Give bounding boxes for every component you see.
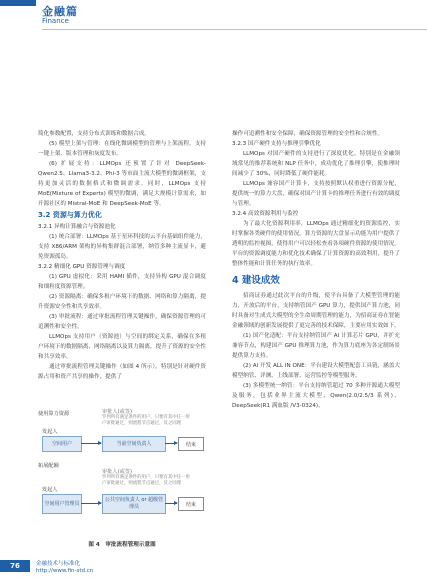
- paragraph: (3) 审批流程：通过审批流程管理关键操作，确保资源管理的可追溯性和安全性。: [38, 314, 206, 330]
- paragraph: LLMOps 对国产硬件的支持进行了深度优化。特别是在金融领域常见的推荐系统和 NLP 任务中，成功优化了推理引擎，使推理时间减少了 30%，同时降低了硬件能耗。: [232, 151, 400, 177]
- approver-note: 罗列所有满足条件的用户，只要有其中任一用户审批通过，则流程节点通过，反之同理: [102, 415, 190, 426]
- paragraph: (1) 国产化适配：平台支持纳管国产 AI 计算芯片 GPU，并扩充兼容节点，构建国产 GPU 推理算力池，作为算力底座为各定制场景提供算力支持。: [232, 333, 400, 359]
- initiator-label: 发起人: [42, 429, 58, 435]
- paragraph: 操作可追溯性和安全保障，确保资源管理的安全性和合规性。: [232, 131, 384, 137]
- left-column: [38, 129, 206, 382]
- approver-label: 审批人(或签): [102, 409, 132, 415]
- space-admin-box: 空间用户管理员: [42, 494, 82, 514]
- approval-flow-figure: [38, 410, 206, 535]
- figure-caption: 图 4 审批流程管理示意图: [88, 542, 156, 548]
- heading-4: 4 建设成效: [232, 275, 280, 286]
- paragraph: (3) 多模型统一纳管：平台支持纳管超过 70 多种开源通大模型及服务，包括业界主流大模型，Qwen(2.0/2.5/3 系列)、DeepSeek(R1 满血版 /V3-0324)、: [232, 383, 400, 409]
- paragraph: LLMOps 兼容国产计算卡，支持按照默认权重进行资源分配，提供统一的算力大盘，确保对国产计算卡的推理任务进行有效的调度与管理。: [232, 181, 400, 207]
- approver-note: 罗列所有满足条件的用户，只要有其中任一用户审批通过，则流程节点通过，反之同理: [102, 475, 190, 486]
- paragraph: 简化参数配置，支持分布式训练和数据合成。: [38, 131, 150, 137]
- end-node: 结束: [178, 497, 204, 511]
- journal-name: 金融技术与标准化: [36, 561, 81, 567]
- end-node: 结束: [178, 437, 204, 451]
- heading-3-2-1: 3.2.1 异构计算融合与资源池化: [38, 224, 116, 230]
- use-compute-label: 使用算力资源: [38, 411, 70, 417]
- flow-arrow: [81, 443, 101, 444]
- paragraph: (6) 扩展支持：LLMOps 还预置了针对 DeepSeek-Qwen2.5、Llama3-3.2、Phi-3 等市面主流大模型的微调框架，支持更加灵活的数据格式和微调需求。同时，LLMOps 支持 MoE(Mixture of Experts) 模型的微调，满足大规模计算需求，如开源社区的 Mistral-MoE 和 DeepSeek-MoE 等。: [38, 161, 206, 207]
- flow-arrow: [81, 503, 101, 504]
- paragraph: 为了最大化资源利用率，LLMOps 通过精细化的资源监控，实时掌握各类硬件的使用情况。算力资源的大盘显示功能为用户提供了透明的监控视图，使得用户可以轻松查看各项硬件资源的使用情况。平台的资源调度能力和优化技术确保了计算资源的高效利用，提升了整体性能和计算任务的执行效率。: [232, 221, 400, 267]
- flow-arrow: [165, 443, 177, 444]
- initiator-label: 发起人: [42, 487, 58, 493]
- flow-arrow: [165, 503, 177, 504]
- blank-area: [0, 36, 427, 121]
- paragraph: (2) 资源隔离：确保多租户环境下的数据、网络和算力隔离，提升资源安全性和共享效率。: [38, 294, 206, 310]
- heading-3-2: 3.2 资源与算力优化: [38, 211, 102, 219]
- public-space-admin-box: 公共空间负责人 or 超级管理员: [102, 494, 166, 514]
- right-column: [232, 129, 400, 411]
- paragraph: (1) 统合部署：LLMOps 基于星环科技的云平台基础组件能力，支持 X86/ARM 架构的异构集群混合部署，纳管多种主流显卡，避免资源孤岛。: [38, 234, 206, 260]
- header-divider: [42, 29, 427, 30]
- paragraph: 招商证券通过此次平台的升级，使平台具备了大模型管理的能力，开放后的平台，支持纳管国产 GPU 算力，提供国产算力池，同时具备对生成式大模型的全生命周期管理的能力，为招商证券在智能金融领域的创新发展提供了更完善的技术保障，主要应用实效如下。: [232, 293, 400, 329]
- paragraph: (5) 模型上架与管理：在线化微调模型的管理与上架流程，支持一键上架、版本管理和灰度发布。: [38, 141, 206, 157]
- paragraph: (1) GPU 虚拟化：采用 HAMI 插件，支持异构 GPU 混合调度和细粒度资源管理。: [38, 274, 206, 290]
- paragraph: LLMOps 支持用户（资源池）与空间的绑定关系，确保在多租户环境下的数据隔离、网络隔离以及算力隔离，提升了资源的安全性和共享效率。: [38, 334, 206, 360]
- paragraph: (2) AI 开发 ALL IN ONE：平台建设大模型配套工具链，涵盖大模型纳管、评测、上线部署、运营监控等模型服务。: [232, 363, 400, 379]
- paragraph: 通过审批流程管理关键操作（如图 4 所示），特别是针对硬件资源占用和资产共享的操作，提供了: [38, 364, 206, 380]
- current-space-admin-box: 当前空间负责人: [102, 436, 166, 452]
- journal-url: http://www.fin-std.cn: [36, 568, 94, 574]
- expand-quota-label: 拓展配额: [38, 463, 59, 469]
- header-accent-bar: [0, 0, 36, 6]
- page-number: 76: [0, 560, 30, 572]
- space-user-box: 空间用户: [42, 436, 82, 452]
- heading-3-2-4: 3.2.4 高效资源利用与监控: [232, 211, 299, 217]
- heading-3-2-2: 3.2.2 精细化 GPU 资源管理与调度: [38, 264, 126, 270]
- journal-info: [36, 561, 93, 575]
- section-title: 金融篇: [42, 5, 78, 18]
- approver-label: 审批人(或签): [102, 469, 132, 475]
- section-title-en: Finance: [42, 17, 69, 25]
- heading-3-2-3: 3.2.3 国产硬件支持与推理引擎优化: [232, 141, 321, 147]
